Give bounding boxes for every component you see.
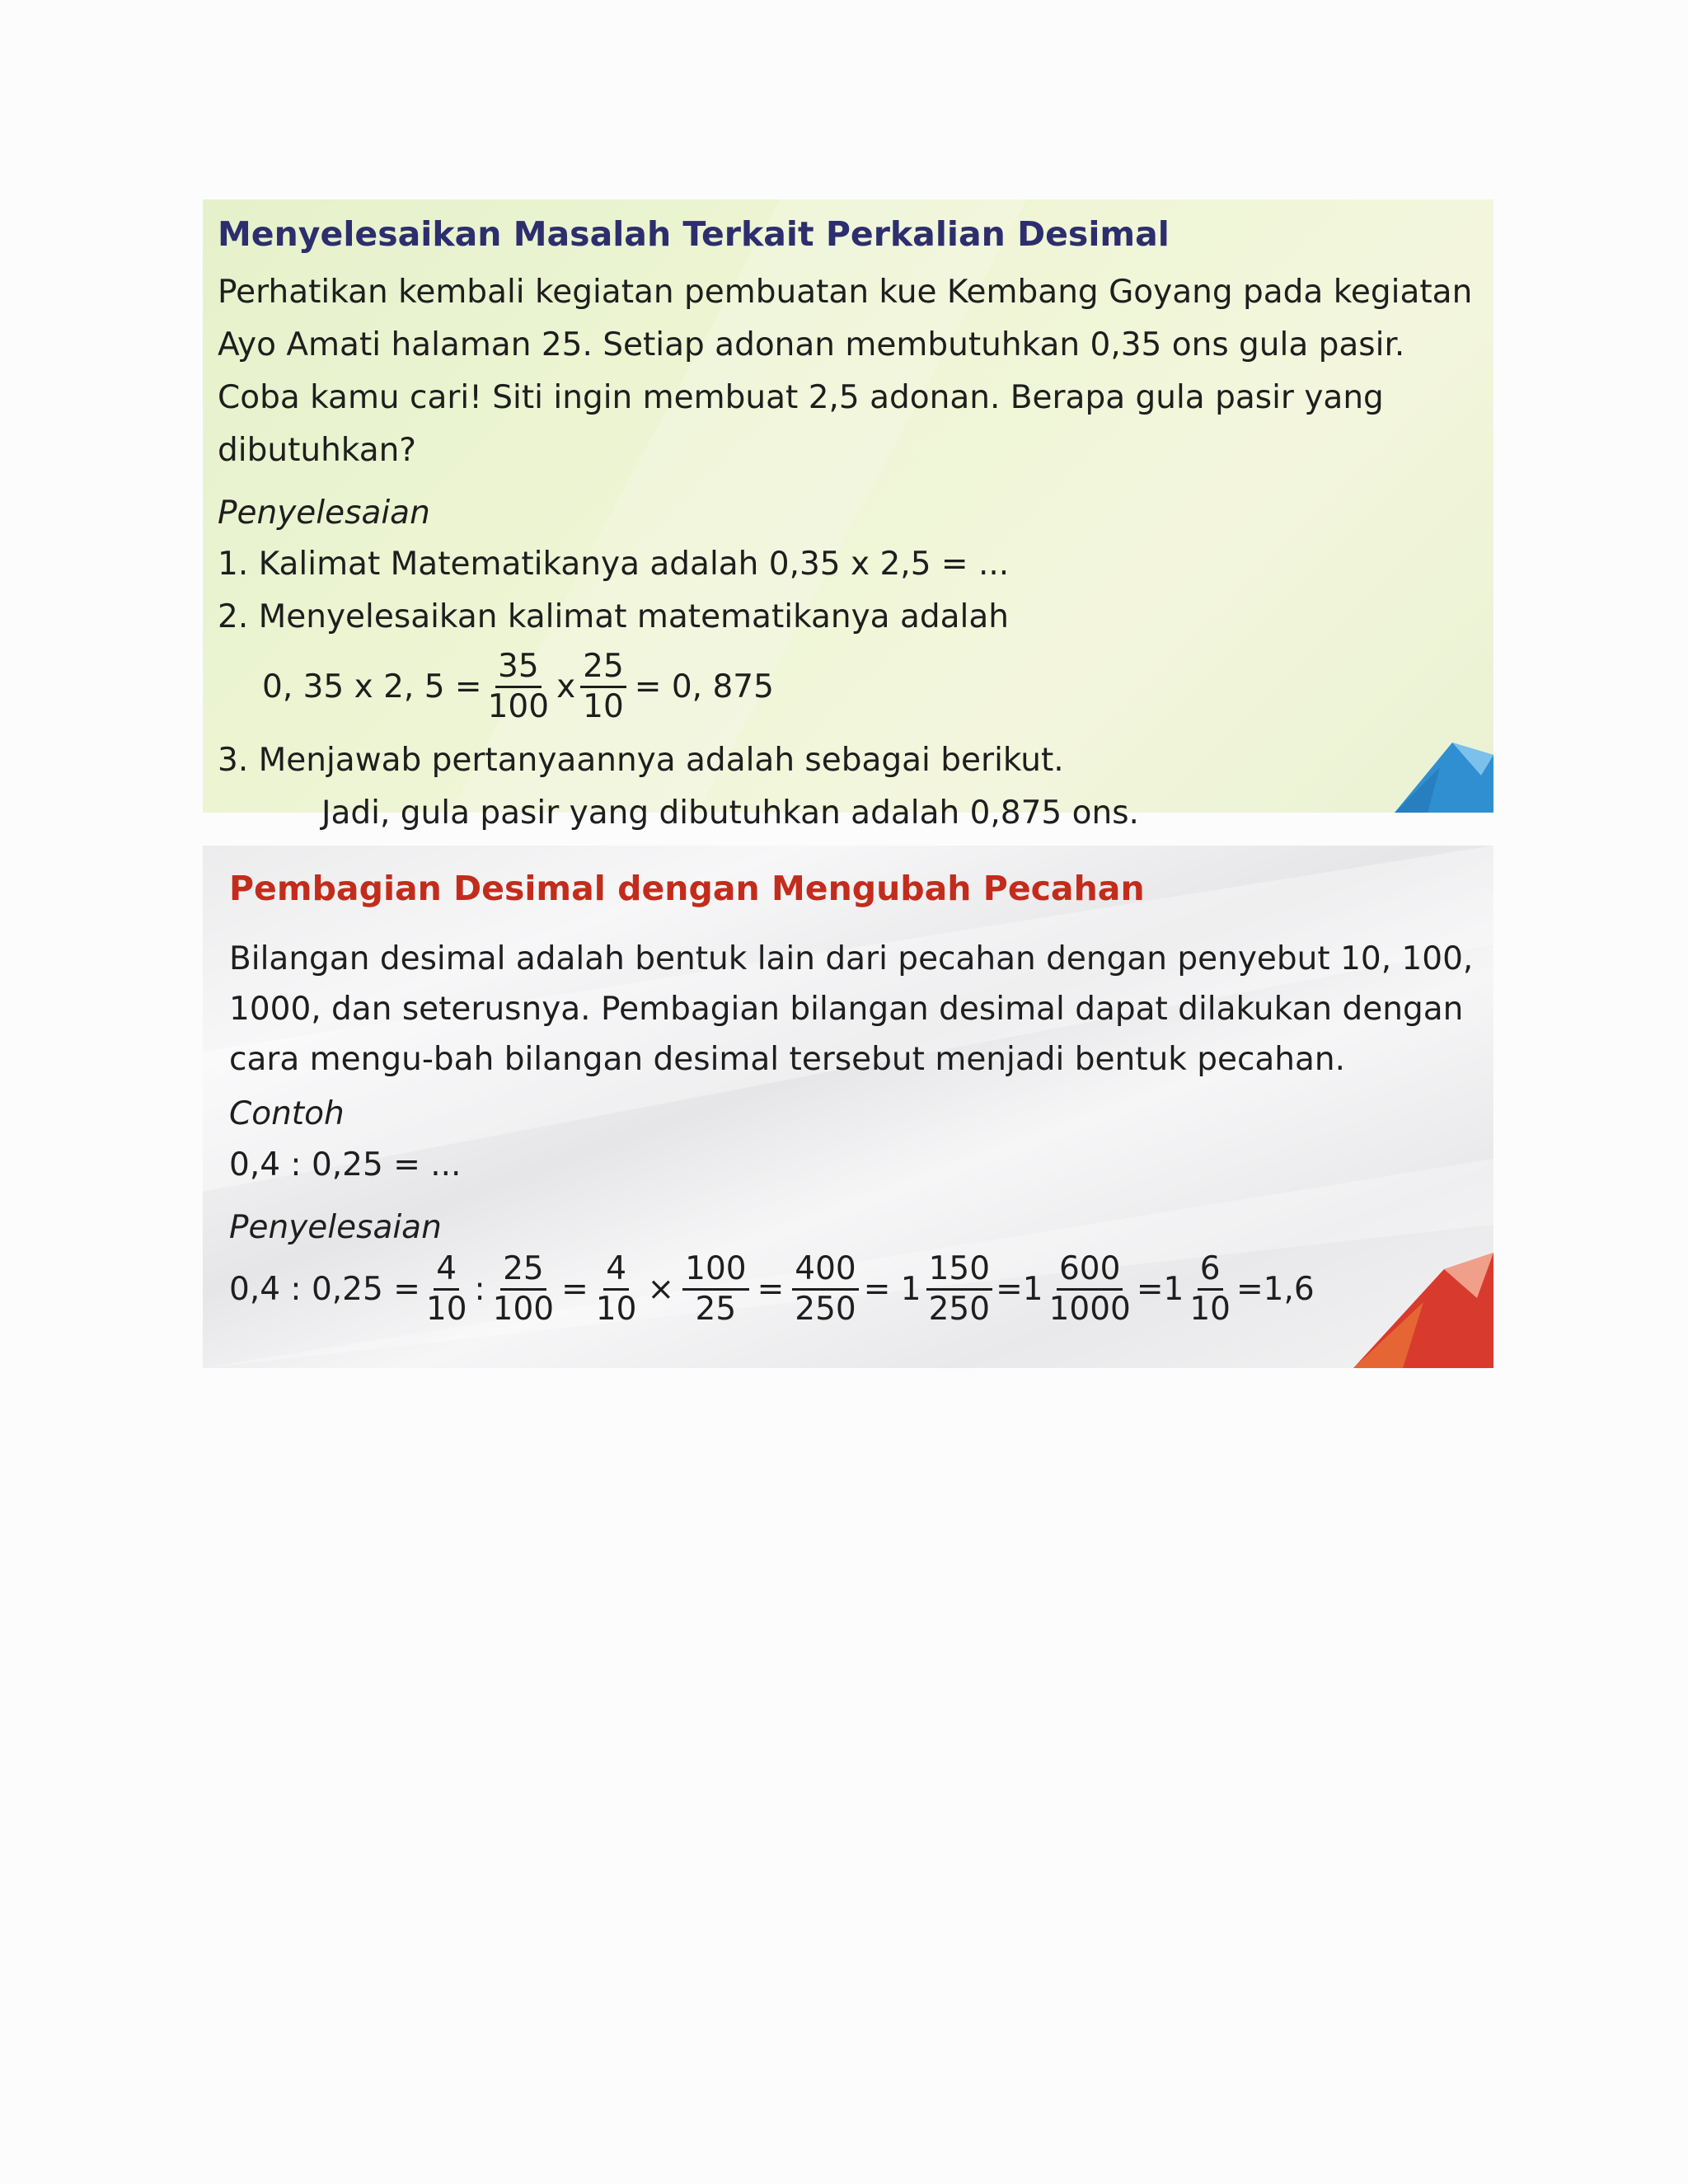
step-2: 2. Menyelesaikan kalimat matematikanya adalah — [218, 598, 1009, 636]
fraction-numerator: 25 — [580, 648, 626, 688]
division-equation — [229, 1249, 1493, 1329]
page-curl-corner — [1395, 738, 1493, 813]
example-label: Contoh — [229, 1095, 345, 1133]
multiplication-section — [203, 199, 1493, 832]
fraction-150-250 — [926, 1250, 992, 1329]
step-1: 1. Kalimat Matematikanya adalah 0,35 x 2,5 = ... — [218, 546, 1010, 583]
equals-sign: = — [757, 1270, 785, 1308]
fraction-100-25 — [682, 1250, 748, 1329]
fraction-numerator: 150 — [926, 1250, 992, 1291]
fraction-numerator: 25 — [500, 1250, 546, 1291]
fraction-denominator: 100 — [492, 1290, 555, 1328]
fraction-numerator: 4 — [603, 1250, 629, 1291]
equals-whole: =1 — [1136, 1270, 1184, 1308]
fraction-25-100 — [490, 1250, 556, 1329]
fraction-numerator: 100 — [682, 1250, 748, 1291]
fraction-numerator: 600 — [1057, 1250, 1123, 1291]
example-expression: 0,4 : 0,25 = ... — [229, 1146, 462, 1184]
step-3: 3. Menjawab pertanyaannya adalah sebagai berikut. — [218, 742, 1064, 780]
equals-whole: = 1 — [863, 1270, 921, 1308]
equals-sign: = — [561, 1270, 588, 1308]
fraction-denominator: 10 — [595, 1290, 637, 1328]
fraction-4-10 — [593, 1250, 640, 1329]
fraction-denominator: 250 — [928, 1290, 991, 1328]
fraction-numerator: 4 — [434, 1250, 459, 1291]
fraction-400-250 — [792, 1250, 858, 1329]
fraction-denominator: 10 — [583, 687, 624, 725]
explanation-paragraph: Bilangan desimal adalah bentuk lain dari pecahan dengan penyebut 10, 100, 1000, dan seterusnya. Pembagian bilangan desimal dapat dilakukan dengan cara mengu-bah bilangan desimal tersebut menjadi bentuk pecahan. — [229, 940, 1474, 1079]
multiplication-equation — [262, 644, 1493, 729]
fraction-25-10 — [580, 648, 626, 726]
fraction-numerator: 6 — [1198, 1250, 1223, 1291]
fraction-denominator: 25 — [695, 1290, 737, 1328]
fraction-numerator: 35 — [495, 648, 542, 688]
division-section — [203, 846, 1493, 1368]
fraction-35-100 — [485, 648, 551, 726]
answer-line: Jadi, gula pasir yang dibutuhkan adalah 0,875 ons. — [321, 794, 1139, 832]
section-title: Menyelesaikan Masalah Terkait Perkalian Desimal — [218, 214, 1170, 254]
equation-result: =1,6 — [1236, 1270, 1315, 1308]
divide-sign: : — [474, 1270, 485, 1308]
equation-lhs: 0, 35 x 2, 5 = — [262, 668, 482, 705]
solution-label: Penyelesaian — [229, 1209, 442, 1247]
fraction-denominator: 1000 — [1048, 1290, 1131, 1328]
fraction-4-10 — [424, 1250, 470, 1329]
solution-label: Penyelesaian — [218, 494, 430, 532]
fraction-numerator: 400 — [792, 1250, 858, 1291]
times-sign: x — [556, 668, 576, 705]
equation-result: = 0, 875 — [634, 668, 774, 705]
times-sign: × — [647, 1270, 675, 1308]
equation-lhs: 0,4 : 0,25 = — [229, 1270, 420, 1308]
equals-whole: =1 — [996, 1270, 1043, 1308]
fraction-denominator: 250 — [795, 1290, 856, 1328]
page-curl-corner — [1353, 1253, 1493, 1368]
fraction-6-10 — [1187, 1250, 1233, 1329]
fraction-denominator: 10 — [425, 1290, 467, 1328]
problem-paragraph: Perhatikan kembali kegiatan pembuatan kue Kembang Goyang pada kegiatan Ayo Amati halaman 25. Setiap adonan membutuhkan 0,35 ons gula pasir. Coba kamu cari! Siti ingin membuat 2,5 adonan. Berapa gula pasir yang dibutuhkan? — [218, 274, 1473, 470]
fraction-denominator: 100 — [487, 687, 550, 725]
section-title: Pembagian Desimal dengan Mengubah Pecahan — [229, 869, 1145, 908]
fraction-denominator: 10 — [1189, 1290, 1231, 1328]
fraction-600-1000 — [1047, 1250, 1133, 1329]
